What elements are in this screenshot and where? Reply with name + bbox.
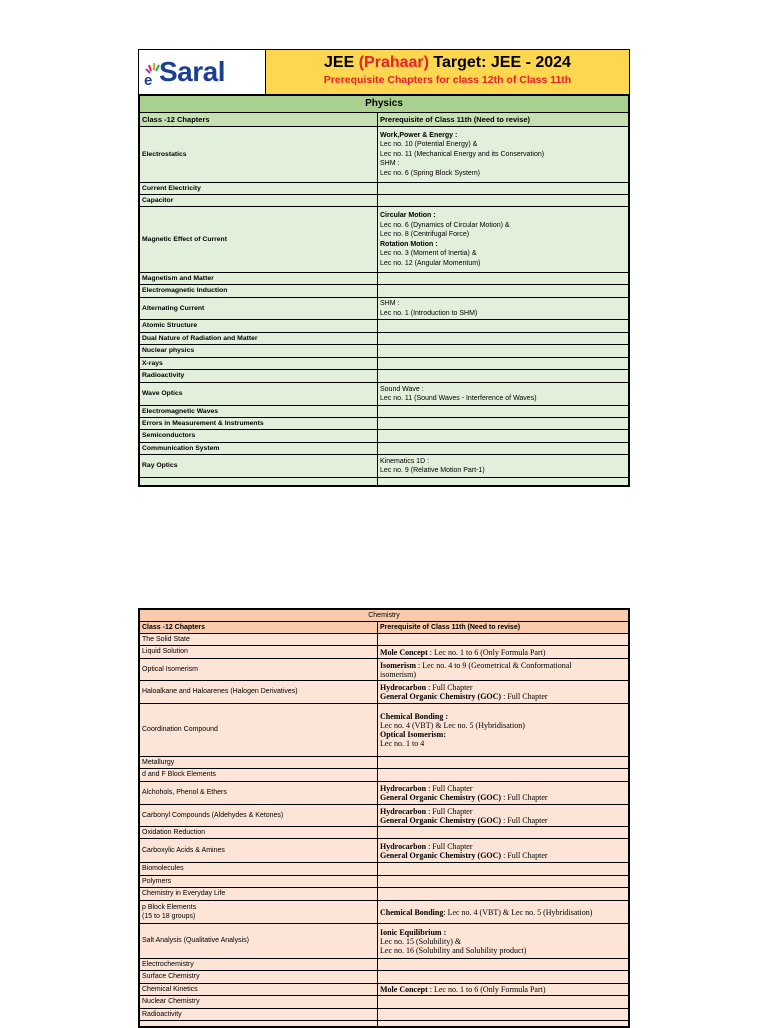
chemistry-row — [140, 1009, 629, 1021]
prerequisite-line: Lec no. 1 (Introduction to SHM) — [380, 309, 478, 317]
physics-row — [140, 383, 629, 406]
prerequisite-line — [380, 784, 626, 793]
logo-burst-icon — [143, 57, 163, 87]
chemistry-chapter-cell: Oxidation Reduction — [140, 827, 378, 839]
chemistry-chapter-cell: Biomolecules — [140, 863, 378, 876]
prerequisite-topic: Mole Concept — [380, 985, 428, 994]
physics-prerequisite-cell — [378, 358, 629, 370]
physics-row — [140, 273, 629, 285]
prerequisite-detail: : Full Chapter — [426, 841, 473, 851]
title-box — [266, 50, 629, 94]
physics-chapter-cell: Electrostatics — [140, 127, 378, 183]
prerequisite-line — [380, 937, 626, 946]
physics-row — [140, 418, 629, 430]
physics-row — [140, 443, 629, 455]
chemistry-chapter-cell: Nuclear Chemistry — [140, 996, 378, 1009]
chemistry-row — [140, 924, 629, 959]
chemistry-chapter-cell: d and F Block Elements — [140, 769, 378, 782]
chemistry-row — [140, 863, 629, 876]
physics-chapter-cell: X-rays — [140, 358, 378, 370]
physics-chapter-cell — [140, 478, 378, 486]
physics-chapter-cell: Radioactivity — [140, 370, 378, 383]
physics-row — [140, 358, 629, 370]
chemistry-prerequisite-cell — [378, 782, 629, 805]
chemistry-prerequisite-cell — [378, 659, 629, 681]
prerequisite-detail: isomerism) — [380, 669, 416, 679]
chemistry-row — [140, 757, 629, 769]
prerequisite-line — [380, 946, 626, 955]
prerequisite-topic: Chemical Bonding — [380, 907, 444, 917]
physics-prerequisite-cell — [378, 418, 629, 430]
physics-prerequisite-cell — [378, 430, 629, 443]
physics-col-chapters: Class -12 Chapters — [140, 113, 378, 127]
prerequisite-detail: : Full Chapter — [426, 806, 473, 816]
chemistry-chapter-cell: The Solid State — [140, 634, 378, 646]
prerequisite-detail: : Lec no. 1 to 6 (Only Formula Part) — [427, 647, 546, 657]
physics-row — [140, 183, 629, 195]
chemistry-prerequisite-cell — [378, 681, 629, 704]
chemistry-prerequisite-cell — [378, 634, 629, 646]
physics-chapter-cell: Magnetic Effect of Current — [140, 207, 378, 273]
chemistry-row — [140, 782, 629, 805]
prerequisite-line: Lec no. 11 (Mechanical Energy and its Conservation) — [380, 150, 545, 158]
prerequisite-line — [380, 712, 626, 721]
prerequisite-line: Lec no. 8 (Centrifugal Force) — [380, 231, 470, 238]
physics-chapter-cell: Magnetism and Matter — [140, 273, 378, 285]
chemistry-row — [140, 971, 629, 984]
chemistry-chapter-cell: Optical Isomerism — [140, 659, 378, 681]
prerequisite-line — [380, 661, 626, 670]
chemistry-chapter-cell: Carbonyl Compounds (Aldehydes & Ketones) — [140, 805, 378, 827]
physics-prerequisite-cell — [378, 183, 629, 195]
prerequisite-line — [380, 683, 626, 692]
prerequisite-line — [380, 842, 626, 851]
physics-prerequisite-cell — [378, 127, 629, 183]
physics-prerequisite-cell — [378, 333, 629, 345]
physics-prerequisite-cell — [378, 370, 629, 383]
physics-row — [140, 333, 629, 345]
physics-chapter-cell: Ray Optics — [140, 455, 378, 478]
prerequisite-topic: Ionic Equilibrium : — [380, 927, 447, 937]
prerequisite-line: Lec no. 10 (Potential Energy) & — [380, 141, 478, 149]
prerequisite-detail: Lec no. 15 (Solubility) & — [380, 936, 462, 946]
prerequisite-line — [380, 793, 626, 802]
page-subtitle: Prerequisite Chapters for class 12th of Class 11th — [323, 74, 572, 86]
prerequisite-line: SHM : — [380, 300, 400, 307]
prerequisite-line: Lec no. 12 (Angular Momentum) — [380, 259, 481, 267]
prerequisite-line: Lec no. 9 (Relative Motion Part-1) — [380, 467, 485, 474]
title-suffix: Target: JEE - 2024 — [428, 54, 571, 71]
physics-chapter-cell: Communication System — [140, 443, 378, 455]
prerequisite-detail: Lec no. 4 (VBT) & Lec no. 5 (Hybridisation) — [380, 721, 525, 730]
prerequisite-line — [380, 985, 626, 994]
prerequisite-topic: Hydrocarbon — [380, 784, 427, 793]
physics-col-prerequisite: Prerequisite of Class 11th (Need to revise) — [378, 113, 629, 127]
prerequisite-line: Kinematics 1D : — [380, 457, 430, 465]
physics-chapter-cell: Wave Optics — [140, 383, 378, 406]
chemistry-row — [140, 704, 629, 757]
chemistry-prerequisite-cell — [378, 984, 629, 996]
prerequisite-line — [380, 908, 626, 917]
chemistry-prerequisite-cell — [378, 888, 629, 901]
chemistry-prerequisite-cell — [378, 901, 629, 924]
physics-chapter-cell: Atomic Structure — [140, 320, 378, 333]
prerequisite-line: Work,Power & Energy : — [380, 131, 458, 139]
chemistry-chapter-cell: Chemical Kinetics — [140, 984, 378, 996]
physics-table — [139, 95, 629, 486]
prerequisite-topic: Mole Concept — [380, 647, 428, 657]
chemistry-row — [140, 827, 629, 839]
prerequisite-line: Rotation Motion : — [380, 240, 438, 248]
chemistry-chapter-cell: Chemistry in Everyday Life — [140, 888, 378, 901]
prerequisite-line: Lec no. 3 (Moment of Inertia) & — [380, 250, 477, 257]
chemistry-chapter-cell: Coordination Compound — [140, 704, 378, 757]
chemistry-prerequisite-cell — [378, 1009, 629, 1021]
title-prefix: JEE — [324, 54, 359, 71]
physics-prerequisite-cell — [378, 195, 629, 207]
chemistry-row — [140, 659, 629, 681]
chemistry-row — [140, 901, 629, 924]
physics-row — [140, 195, 629, 207]
prerequisite-detail: : Full Chapter — [501, 793, 548, 802]
physics-row — [140, 430, 629, 443]
prerequisite-topic: Hydrocarbon — [380, 806, 427, 816]
physics-chapter-cell: Capacitor — [140, 195, 378, 207]
physics-chapter-cell: Electromagnetic Waves — [140, 406, 378, 418]
prerequisite-line — [380, 721, 626, 730]
physics-sheet — [138, 49, 630, 487]
physics-row — [140, 207, 629, 273]
physics-chapter-cell: Nuclear physics — [140, 345, 378, 358]
prerequisite-line: SHM : — [380, 160, 400, 168]
physics-chapter-cell: Electromagnetic Induction — [140, 285, 378, 298]
prerequisite-topic: Hydrocarbon — [380, 683, 427, 692]
prerequisite-line: Lec no. 11 (Sound Waves - Interference of Waves) — [380, 395, 537, 402]
chemistry-sheet — [138, 608, 630, 1028]
prerequisite-detail: : Lec no. 4 to 9 (Geometrical & Conformational — [416, 660, 572, 670]
chemistry-chapter-cell: Surface Chemistry — [140, 971, 378, 984]
chemistry-col-chapters: Class -12 Chapters — [140, 622, 378, 634]
chemistry-row — [140, 996, 629, 1009]
prerequisite-line — [380, 692, 626, 701]
physics-prerequisite-cell — [378, 406, 629, 418]
chemistry-row — [140, 769, 629, 782]
physics-prerequisite-cell — [378, 285, 629, 298]
prerequisite-topic: General Organic Chemistry (GOC) — [380, 793, 502, 802]
chemistry-row — [140, 805, 629, 827]
prerequisite-line — [380, 730, 626, 739]
prerequisite-detail: : Lec no. 1 to 6 (Only Formula Part) — [427, 985, 546, 994]
chemistry-chapter-cell: Salt Analysis (Qualitative Analysis) — [140, 924, 378, 959]
prerequisite-detail: Lec no. 1 to 4 — [380, 739, 425, 748]
physics-prerequisite-cell — [378, 455, 629, 478]
physics-prerequisite-cell — [378, 273, 629, 285]
physics-chapter-cell: Errors in Measurement & Instruments — [140, 418, 378, 430]
physics-row — [140, 455, 629, 478]
chemistry-prerequisite-cell — [378, 959, 629, 971]
prerequisite-line — [380, 816, 626, 825]
prerequisite-line — [380, 807, 626, 816]
chemistry-chapter-cell: Liquid Solution — [140, 646, 378, 659]
prerequisite-line — [380, 670, 626, 679]
physics-row — [140, 406, 629, 418]
chemistry-prerequisite-cell — [378, 971, 629, 984]
chemistry-row — [140, 959, 629, 971]
physics-prerequisite-cell — [378, 383, 629, 406]
chemistry-col-prerequisite: Prerequisite of Class 11th (Need to revise) — [378, 622, 629, 634]
physics-prerequisite-cell — [378, 298, 629, 320]
chemistry-row — [140, 646, 629, 659]
prerequisite-detail: : Full Chapter — [426, 784, 473, 793]
physics-prerequisite-cell — [378, 478, 629, 486]
prerequisite-line: Sound Wave : — [380, 385, 424, 393]
chemistry-prerequisite-cell — [378, 646, 629, 659]
prerequisite-topic: General Organic Chemistry (GOC) — [380, 850, 502, 860]
chemistry-prerequisite-cell — [378, 924, 629, 959]
prerequisite-topic: Optical Isomerism: — [380, 730, 446, 739]
chemistry-prerequisite-cell — [378, 863, 629, 876]
title-accent: (Prahaar) — [358, 54, 429, 71]
physics-row — [140, 285, 629, 298]
chemistry-row — [140, 681, 629, 704]
chemistry-chapter-cell: Carboxylic Acids & Amines — [140, 839, 378, 863]
chemistry-prerequisite-cell — [378, 996, 629, 1009]
physics-row — [140, 320, 629, 333]
chemistry-chapter-cell: Alchohols, Phenol & Ethers — [140, 782, 378, 805]
header-banner — [139, 50, 629, 95]
chemistry-row — [140, 984, 629, 996]
chemistry-chapter-cell: Haloalkane and Haloarenes (Halogen Derivatives) — [140, 681, 378, 704]
prerequisite-line: Lec no. 6 (Dynamics of Circular Motion) & — [380, 221, 510, 229]
physics-section-title: Physics — [140, 96, 629, 113]
chemistry-section-title: Chemistry — [140, 610, 629, 622]
chemistry-chapter-cell: Electrochemistry — [140, 959, 378, 971]
prerequisite-topic: Isomerism — [380, 660, 416, 670]
physics-chapter-cell: Alternating Current — [140, 298, 378, 320]
chemistry-prerequisite-cell — [378, 805, 629, 827]
physics-prerequisite-cell — [378, 345, 629, 358]
prerequisite-line — [380, 739, 626, 748]
chemistry-row — [140, 839, 629, 863]
prerequisite-detail: : Lec no. 4 (VBT) & Lec no. 5 (Hybridisation) — [443, 907, 593, 917]
page-title — [266, 54, 629, 72]
prerequisite-line: Lec no. 6 (Spring Block System) — [380, 169, 480, 177]
prerequisite-detail: : Full Chapter — [501, 692, 548, 701]
logo-wordmark: Saral — [159, 56, 225, 87]
physics-prerequisite-cell — [378, 320, 629, 333]
prerequisite-line — [380, 851, 626, 860]
chemistry-table — [139, 609, 629, 1027]
prerequisite-detail: : Full Chapter — [501, 850, 548, 860]
prerequisite-line — [380, 928, 626, 937]
physics-chapter-cell: Semiconductors — [140, 430, 378, 443]
svg-text:e: e — [144, 72, 153, 89]
prerequisite-line: Circular Motion : — [380, 212, 436, 219]
chemistry-prerequisite-cell — [378, 757, 629, 769]
prerequisite-detail: : Full Chapter — [501, 815, 548, 825]
physics-row — [140, 370, 629, 383]
prerequisite-topic: Hydrocarbon — [380, 841, 427, 851]
prerequisite-line — [380, 648, 626, 657]
chemistry-prerequisite-cell — [378, 827, 629, 839]
chemistry-row — [140, 888, 629, 901]
chemistry-row — [140, 634, 629, 646]
prerequisite-topic: Chemical Bonding : — [380, 712, 449, 721]
chemistry-chapter-cell: Polymers — [140, 876, 378, 888]
physics-chapter-cell: Current Electricity — [140, 183, 378, 195]
physics-row — [140, 478, 629, 486]
esaral-logo — [139, 50, 266, 94]
chemistry-chapter-cell: Radioactivity — [140, 1009, 378, 1021]
prerequisite-detail: : Full Chapter — [426, 683, 473, 692]
prerequisite-detail: Lec no. 16 (Solubility and Solubility product) — [380, 945, 527, 955]
physics-row — [140, 345, 629, 358]
chemistry-chapter-cell: Metallurgy — [140, 757, 378, 769]
chemistry-row — [140, 876, 629, 888]
chemistry-prerequisite-cell — [378, 876, 629, 888]
physics-prerequisite-cell — [378, 443, 629, 455]
physics-prerequisite-cell — [378, 207, 629, 273]
physics-row — [140, 127, 629, 183]
chemistry-chapter-cell: p Block Elements (15 to 18 groups) — [140, 901, 378, 924]
chemistry-prerequisite-cell — [378, 839, 629, 863]
prerequisite-topic: General Organic Chemistry (GOC) — [380, 815, 502, 825]
physics-chapter-cell: Dual Nature of Radiation and Matter — [140, 333, 378, 345]
physics-row — [140, 298, 629, 320]
prerequisite-topic: General Organic Chemistry (GOC) — [380, 692, 502, 701]
chemistry-prerequisite-cell — [378, 769, 629, 782]
chemistry-prerequisite-cell — [378, 704, 629, 757]
